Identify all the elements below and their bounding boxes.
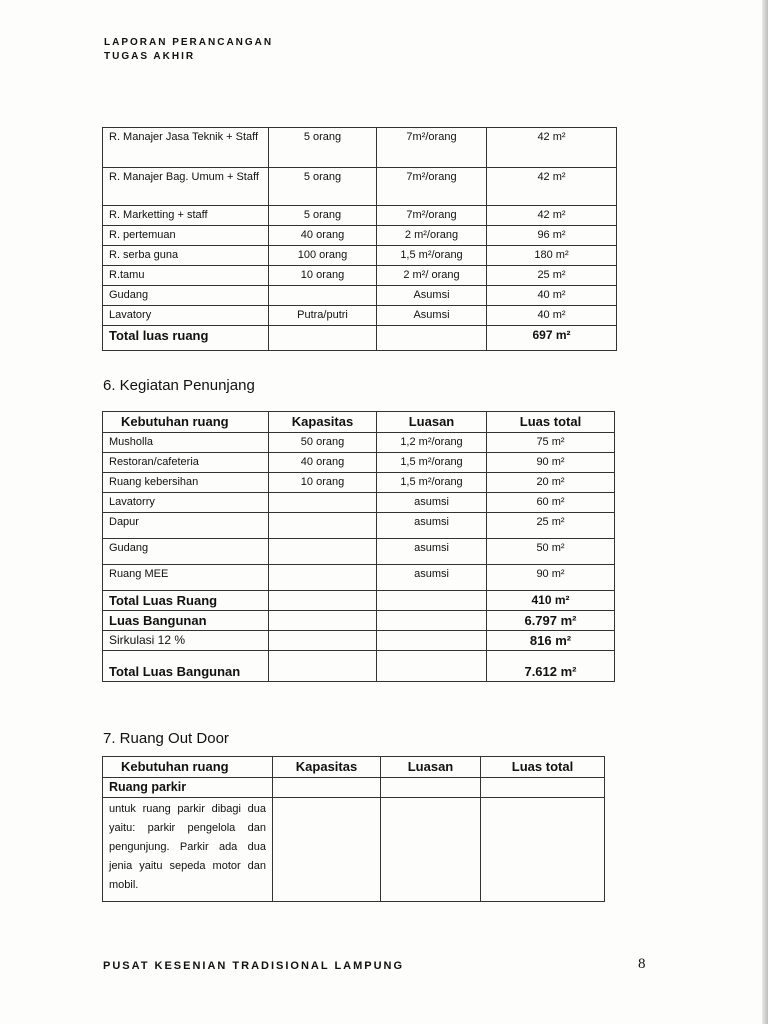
- cell-ruang: Ruang kebersihan: [103, 473, 269, 493]
- cell-luasan: Asumsi: [377, 286, 487, 306]
- scan-edge: [762, 0, 768, 1024]
- cell-luasan: 1,5 m²/orang: [377, 453, 487, 473]
- table-row: [103, 306, 617, 326]
- table-row: [103, 453, 615, 473]
- table-kegiatan-penunjang: [102, 411, 615, 682]
- cell-ruang: Lavatorry: [103, 493, 269, 513]
- col-header-kapasitas: Kapasitas: [273, 757, 381, 778]
- table-row: [103, 473, 615, 493]
- cell-luas-total: 180 m²: [487, 246, 617, 266]
- table-row: [103, 433, 615, 453]
- cell-ruang: R. Manajer Jasa Teknik + Staff: [103, 128, 269, 168]
- table-row: [103, 266, 617, 286]
- cell-luas-total: 75 m²: [487, 433, 615, 453]
- table-row: [103, 128, 617, 168]
- luas-bangunan-label: Luas Bangunan: [103, 611, 269, 631]
- cell-ruang: R. serba guna: [103, 246, 269, 266]
- table-row: [103, 206, 617, 226]
- sirkulasi-value: 816 m²: [487, 631, 615, 651]
- cell-kapasitas: [269, 513, 377, 539]
- total-luas-ruang-value: 697 m²: [487, 326, 617, 351]
- cell-luasan: asumsi: [377, 539, 487, 565]
- cell-luasan: asumsi: [377, 493, 487, 513]
- cell-luas-total: 40 m²: [487, 306, 617, 326]
- cell-luasan: 1,5 m²/orang: [377, 473, 487, 493]
- cell-luas-total: 90 m²: [487, 453, 615, 473]
- table-row: [103, 493, 615, 513]
- page-number: 8: [638, 956, 646, 972]
- cell-ruang: Lavatory: [103, 306, 269, 326]
- parkir-description: untuk ruang parkir dibagi dua yaitu: parkir pengelola dan pengunjung. Parkir ada dua jenia yaitu sepeda motor dan mobil.: [103, 798, 273, 902]
- col-header-kebutuhan: Kebutuhan ruang: [103, 757, 273, 778]
- cell-luasan: 2 m²/orang: [377, 226, 487, 246]
- cell-kapasitas: 5 orang: [269, 128, 377, 168]
- cell-kapasitas: 10 orang: [269, 266, 377, 286]
- cell-kapasitas: Putra/putri: [269, 306, 377, 326]
- total-luas-bangunan-value: 7.612 m²: [487, 651, 615, 682]
- total-luas-ruang-value: 410 m²: [487, 591, 615, 611]
- cell-luasan: asumsi: [377, 565, 487, 591]
- table-header-row: [103, 412, 615, 433]
- table-row: [103, 246, 617, 266]
- col-header-luasan: Luasan: [381, 757, 481, 778]
- table-row: [103, 286, 617, 306]
- total-luas-ruang-label: Total Luas Ruang: [103, 591, 269, 611]
- total-luas-bangunan-label: Total Luas Bangunan: [103, 651, 269, 682]
- table-row-total-luas-ruang: [103, 591, 615, 611]
- cell-luasan: 7m²/orang: [377, 168, 487, 206]
- cell-ruang: Musholla: [103, 433, 269, 453]
- cell-ruang: R. Marketting + staff: [103, 206, 269, 226]
- cell-luasan: 7m²/orang: [377, 206, 487, 226]
- cell-luasan: 2 m²/ orang: [377, 266, 487, 286]
- cell-luas-total: 60 m²: [487, 493, 615, 513]
- cell-ruang: R. Manajer Bag. Umum + Staff: [103, 168, 269, 206]
- cell-luas-total: 42 m²: [487, 206, 617, 226]
- col-header-luas-total: Luas total: [487, 412, 615, 433]
- table-header-row: [103, 757, 605, 778]
- cell-kapasitas: 100 orang: [269, 246, 377, 266]
- table-row-ruang-parkir: [103, 778, 605, 798]
- cell-luas-total: 50 m²: [487, 539, 615, 565]
- cell-luas-total: 25 m²: [487, 513, 615, 539]
- cell-luasan: Asumsi: [377, 306, 487, 326]
- cell-luasan: 1,2 m²/orang: [377, 433, 487, 453]
- table-row-parkir-desc: [103, 798, 605, 902]
- cell-ruang: Ruang MEE: [103, 565, 269, 591]
- sirkulasi-label: Sirkulasi 12 %: [103, 631, 269, 651]
- cell-kapasitas: [269, 565, 377, 591]
- section-7-title: 7. Ruang Out Door: [103, 730, 229, 747]
- table-row-sirkulasi: [103, 631, 615, 651]
- cell-kapasitas: [269, 286, 377, 306]
- cell-kapasitas: [269, 493, 377, 513]
- cell-ruang: R. pertemuan: [103, 226, 269, 246]
- cell-kapasitas: 10 orang: [269, 473, 377, 493]
- cell-kapasitas: 40 orang: [269, 226, 377, 246]
- cell-ruang: Gudang: [103, 539, 269, 565]
- cell-ruang: Dapur: [103, 513, 269, 539]
- table-row: [103, 168, 617, 206]
- table-row: [103, 226, 617, 246]
- ruang-parkir-label: Ruang parkir: [103, 778, 273, 798]
- cell-ruang: R.tamu: [103, 266, 269, 286]
- table-row-total: [103, 326, 617, 351]
- col-header-luas-total: Luas total: [481, 757, 605, 778]
- cell-kapasitas: 5 orang: [269, 206, 377, 226]
- cell-ruang: Restoran/cafeteria: [103, 453, 269, 473]
- table-row-total-luas-bangunan: [103, 651, 615, 682]
- cell-luasan: 1,5 m²/orang: [377, 246, 487, 266]
- cell-luas-total: 20 m²: [487, 473, 615, 493]
- cell-luas-total: 42 m²: [487, 128, 617, 168]
- table-ruang-kantor: [102, 127, 617, 351]
- table-row-luas-bangunan: [103, 611, 615, 631]
- cell-kapasitas: 40 orang: [269, 453, 377, 473]
- header-line-1: LAPORAN PERANCANGAN: [104, 37, 274, 48]
- cell-kapasitas: 5 orang: [269, 168, 377, 206]
- cell-luas-total: 25 m²: [487, 266, 617, 286]
- section-6-title: 6. Kegiatan Penunjang: [103, 377, 255, 394]
- total-luas-ruang-label: Total luas ruang: [103, 326, 269, 351]
- page-header: [104, 36, 273, 64]
- table-row: [103, 565, 615, 591]
- col-header-kebutuhan: Kebutuhan ruang: [103, 412, 269, 433]
- header-line-2: TUGAS AKHIR: [104, 51, 196, 62]
- cell-ruang: Gudang: [103, 286, 269, 306]
- cell-luas-total: 42 m²: [487, 168, 617, 206]
- table-row: [103, 513, 615, 539]
- cell-kapasitas: 50 orang: [269, 433, 377, 453]
- page-footer: PUSAT KESENIAN TRADISIONAL LAMPUNG: [103, 960, 405, 972]
- cell-luas-total: 90 m²: [487, 565, 615, 591]
- luas-bangunan-value: 6.797 m²: [487, 611, 615, 631]
- cell-kapasitas: [269, 539, 377, 565]
- cell-luasan: asumsi: [377, 513, 487, 539]
- col-header-kapasitas: Kapasitas: [269, 412, 377, 433]
- cell-luas-total: 40 m²: [487, 286, 617, 306]
- col-header-luasan: Luasan: [377, 412, 487, 433]
- cell-luas-total: 96 m²: [487, 226, 617, 246]
- cell-luasan: 7m²/orang: [377, 128, 487, 168]
- table-row: [103, 539, 615, 565]
- table-ruang-out-door: [102, 756, 605, 902]
